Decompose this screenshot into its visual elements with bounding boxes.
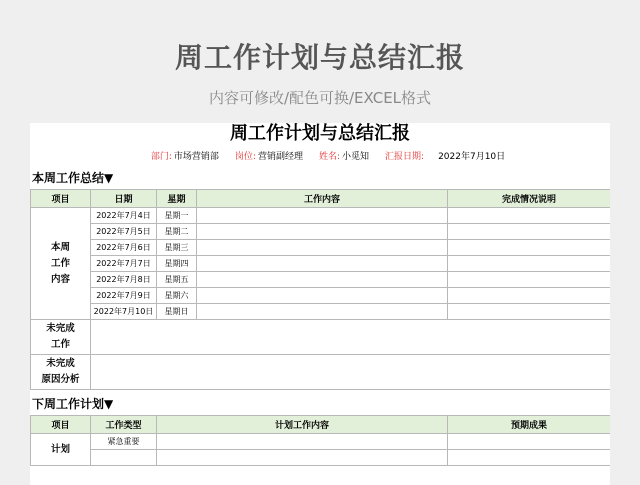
spreadsheet-preview: [30, 123, 610, 485]
content-cell[interactable]: [197, 304, 448, 320]
position-label: 岗位:: [234, 152, 256, 162]
plan-header-row: [31, 416, 611, 434]
department-value: 市场营销部: [173, 152, 219, 162]
report-date-label: 汇报日期:: [385, 152, 425, 162]
header-weekday: 星期: [157, 190, 197, 208]
header-expected-result: 预期成果: [448, 416, 610, 434]
work-type-cell[interactable]: 紧急重要: [91, 434, 157, 450]
date-cell[interactable]: 2022年7月7日: [91, 256, 157, 272]
completion-cell[interactable]: [448, 240, 611, 256]
hero-subtitle: 内容可修改/配色可换/EXCEL格式: [208, 89, 432, 107]
expected-result-cell[interactable]: [448, 434, 610, 450]
weekday-cell[interactable]: 星期五: [157, 272, 197, 288]
content-cell[interactable]: [197, 288, 448, 304]
table-row: [31, 256, 611, 272]
plan-content-cell[interactable]: [157, 450, 448, 466]
completion-cell[interactable]: [448, 256, 611, 272]
unfinished-cell[interactable]: [91, 320, 611, 355]
unfinished-row: [31, 320, 611, 355]
reason-label: 未完成 原因分析: [31, 355, 91, 390]
completion-cell[interactable]: [448, 288, 611, 304]
completion-cell[interactable]: [448, 208, 611, 224]
weekday-cell[interactable]: 星期六: [157, 288, 197, 304]
content-cell[interactable]: [197, 272, 448, 288]
date-cell[interactable]: 2022年7月5日: [91, 224, 157, 240]
content-cell[interactable]: [197, 240, 448, 256]
info-line: [30, 149, 610, 165]
weekday-cell[interactable]: 星期二: [157, 224, 197, 240]
completion-cell[interactable]: [448, 224, 611, 240]
table-row: [31, 272, 611, 288]
table-row: [31, 224, 611, 240]
header-work-content: 工作内容: [197, 190, 448, 208]
table-row: [31, 434, 611, 450]
content-cell[interactable]: [197, 208, 448, 224]
date-cell[interactable]: 2022年7月9日: [91, 288, 157, 304]
name-value: 小觅知: [342, 152, 370, 162]
row-group-this-week: 本周 工作 内容: [31, 208, 91, 320]
hero-title: 周工作计划与总结汇报: [174, 41, 465, 74]
department-label: 部门:: [150, 152, 172, 162]
document-title: 周工作计划与总结汇报: [230, 123, 410, 144]
header-item: 项目: [31, 190, 91, 208]
weekday-cell[interactable]: 星期三: [157, 240, 197, 256]
content-cell[interactable]: [197, 224, 448, 240]
header-work-type: 工作类型: [91, 416, 157, 434]
report-date-value: 2022年7月10日: [438, 152, 506, 162]
summary-heading: 本周工作总结▼: [32, 171, 114, 185]
name-label: 姓名:: [318, 152, 340, 162]
reason-row: [31, 355, 611, 390]
weekday-cell[interactable]: 星期四: [157, 256, 197, 272]
row-group-plan: 计划: [31, 434, 91, 466]
weekday-cell[interactable]: 星期一: [157, 208, 197, 224]
plan-table: [30, 415, 610, 466]
summary-table: [30, 189, 610, 390]
expected-result-cell[interactable]: [448, 450, 610, 466]
position-value: 营销副经理: [257, 152, 303, 162]
unfinished-label: 未完成 工作: [31, 320, 91, 355]
header-date: 日期: [91, 190, 157, 208]
completion-cell[interactable]: [448, 304, 611, 320]
table-row: [31, 288, 611, 304]
table-row: [31, 304, 611, 320]
table-row: [31, 208, 611, 224]
summary-header-row: [31, 190, 611, 208]
header-completion: 完成情况说明: [448, 190, 611, 208]
header-plan-content: 计划工作内容: [157, 416, 448, 434]
work-type-cell[interactable]: [91, 450, 157, 466]
date-cell[interactable]: 2022年7月10日: [91, 304, 157, 320]
date-cell[interactable]: 2022年7月6日: [91, 240, 157, 256]
completion-cell[interactable]: [448, 272, 611, 288]
header-item: 项目: [31, 416, 91, 434]
table-row: [31, 450, 611, 466]
table-row: [31, 240, 611, 256]
date-cell[interactable]: 2022年7月8日: [91, 272, 157, 288]
plan-content-cell[interactable]: [157, 434, 448, 450]
reason-cell[interactable]: [91, 355, 611, 390]
date-cell[interactable]: 2022年7月4日: [91, 208, 157, 224]
content-cell[interactable]: [197, 256, 448, 272]
weekday-cell[interactable]: 星期日: [157, 304, 197, 320]
plan-heading: 下周工作计划▼: [32, 397, 114, 411]
